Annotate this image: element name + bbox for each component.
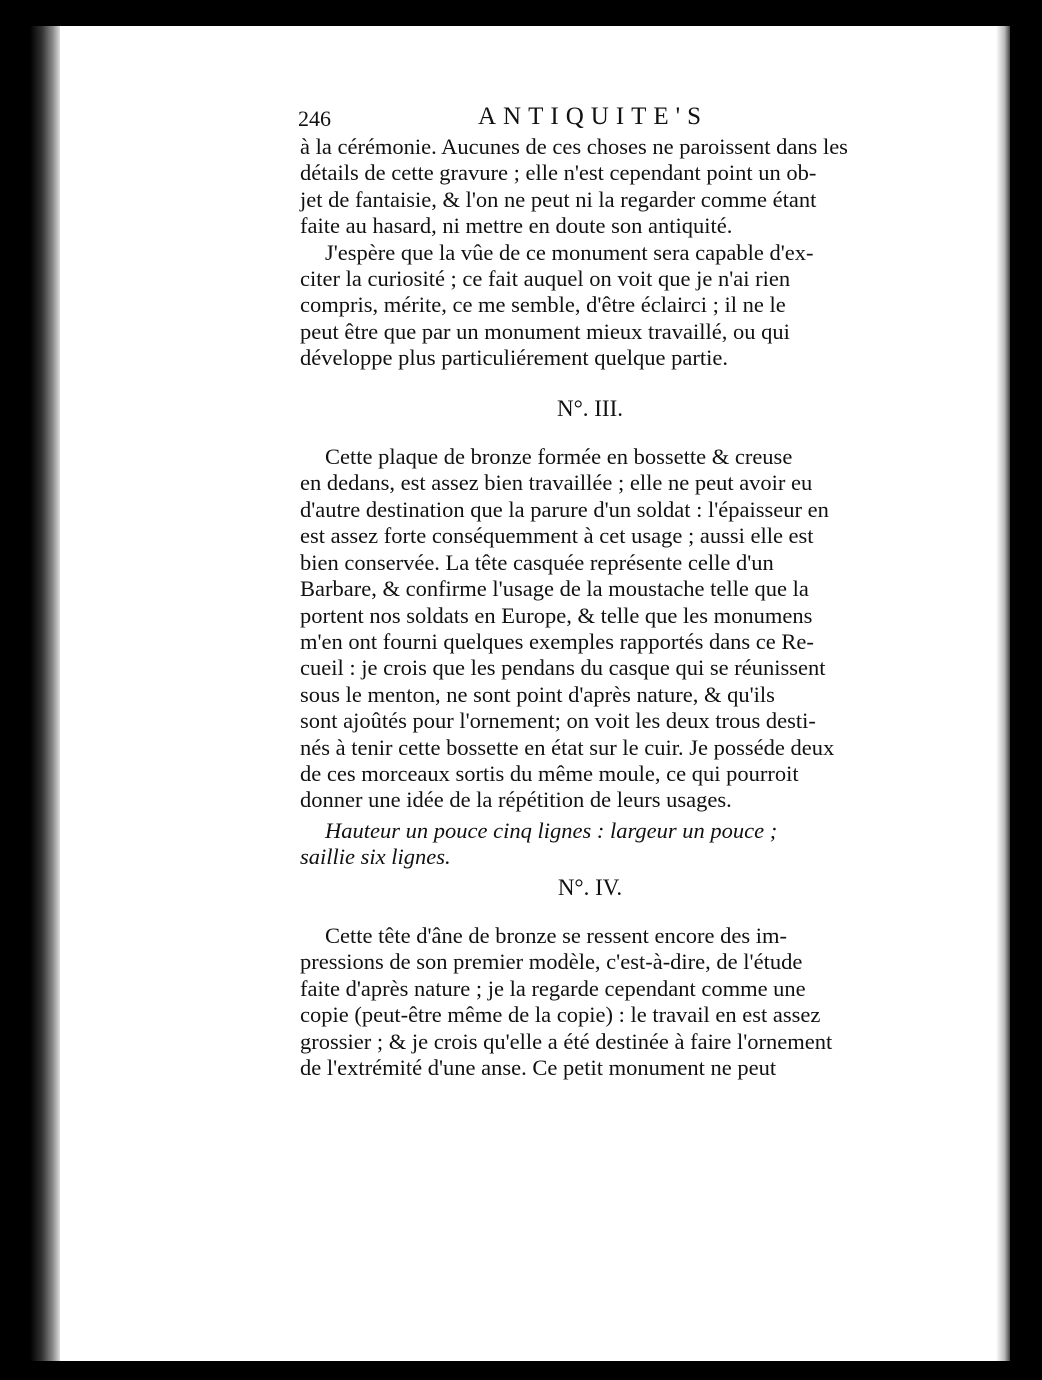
text-line: bien conservée. La tête casquée représente celle d'un (300, 549, 774, 575)
text-line: compris, mérite, ce me semble, d'être éclairci ; il ne le (300, 292, 786, 318)
text-line: nés à tenir cette bossette en état sur le cuir. Je posséde deux (300, 734, 835, 760)
paragraph (300, 444, 880, 814)
page-number: 246 (298, 106, 331, 131)
section-heading-4: N°. IV. (557, 874, 623, 900)
text-line: portent nos soldats en Europe, & telle que les monumens (300, 602, 813, 628)
text-line: d'autre destination que la parure d'un soldat : l'épaisseur en (300, 496, 829, 522)
text-line: sont ajoûtés pour l'ornement; on voit les deux trous desti- (300, 708, 816, 734)
text-line: Hauteur un pouce cinq lignes : largeur un pouce ; (325, 817, 778, 843)
text-line: saillie six lignes. (300, 844, 451, 870)
text-line: en dedans, est assez bien travaillée ; elle ne peut avoir eu (300, 470, 813, 496)
dimensions-note (300, 818, 880, 871)
text-line: Cette tête d'âne de bronze se ressent encore des im- (325, 922, 787, 948)
binding-shadow (30, 26, 60, 1361)
text-line: jet de fantaisie, & l'on ne peut ni la regarder comme étant (300, 186, 817, 212)
page-header (298, 103, 880, 134)
running-title: ANTIQUITE'S (478, 103, 709, 130)
text-line: pressions de son premier modèle, c'est-à-dire, de l'étude (300, 949, 803, 975)
text-line: Barbare, & confirme l'usage de la moustache telle que la (300, 576, 809, 602)
paragraph (300, 240, 880, 372)
text-line: faite d'après nature ; je la regarde cependant comme une (300, 975, 806, 1001)
text-line: grossier ; & je crois qu'elle a été destinée à faire l'ornement (300, 1028, 833, 1054)
section-heading-3: N°. III. (556, 395, 624, 421)
text-line: détails de cette gravure ; elle n'est cependant point un ob- (300, 160, 817, 186)
text-line: m'en ont fourni quelques exemples rapportés dans ce Re- (300, 628, 814, 654)
text-line: faite au hasard, ni mettre en doute son antiquité. (300, 213, 733, 239)
text-line: sous le menton, ne sont point d'après nature, & qu'ils (300, 681, 775, 707)
paragraph-continuation (300, 134, 880, 240)
text-line: donner une idée de la répétition de leurs usages. (300, 787, 732, 813)
text-line: est assez forte conséquemment à cet usage ; aussi elle est (300, 523, 814, 549)
text-block (298, 103, 880, 1081)
text-line: de l'extrémité d'une anse. Ce petit monument ne peut (300, 1055, 777, 1080)
text-line: cueil : je crois que les pendans du casque qui se réunissent (300, 655, 826, 681)
page-edge (996, 26, 1010, 1361)
text-line: J'espère que la vûe de ce monument sera capable d'ex- (325, 239, 814, 265)
text-line: peut être que par un monument mieux travaillé, ou qui (300, 318, 790, 344)
text-line: à la cérémonie. Aucunes de ces choses ne paroissent dans les (300, 134, 848, 159)
text-line: citer la curiosité ; ce fait auquel on voit que je n'ai rien (300, 266, 791, 292)
text-line: Cette plaque de bronze formée en bossette & creuse (325, 444, 793, 470)
paragraph (300, 923, 880, 1081)
text-line: de ces morceaux sortis du même moule, ce qui pourroit (300, 760, 799, 786)
text-line: copie (peut-être même de la copie) : le travail en est assez (300, 1002, 821, 1028)
text-line: développe plus particuliérement quelque partie. (300, 345, 728, 371)
